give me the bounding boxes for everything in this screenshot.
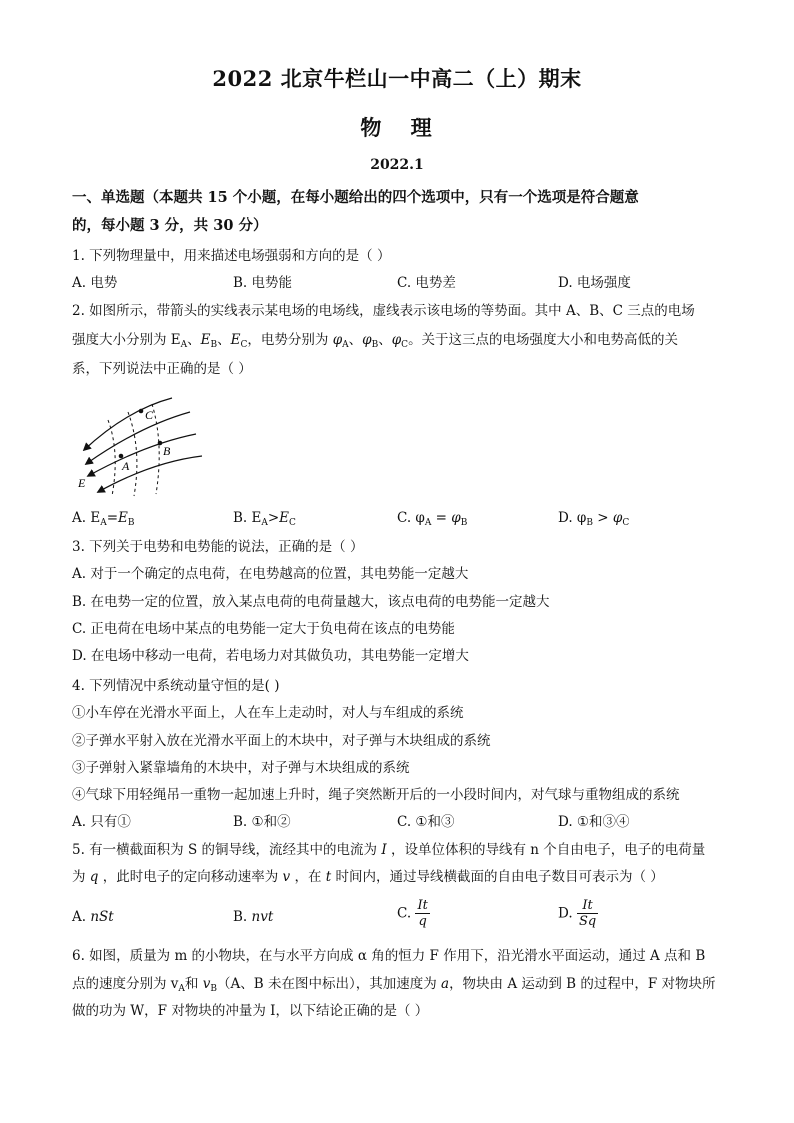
exam-date: 2022.1	[370, 157, 424, 173]
question-6-line2: 点的速度分别为 $v_A$和 $v_B(A$、B 未在图中标出），其加速度为 a，物块由 A 运动到 B 的过程中，F 对物块所	[72, 976, 716, 994]
q4-option-d: D. ①和③④	[558, 814, 630, 830]
fraction-it-over-q: $\frac{It}{q}$	[417, 898, 428, 929]
question-2-line1: 2. 如图所示，带箭头的实线表示某电场的电场线，虚线表示该电场的等势面。其中 A、B、C 三点的电场	[72, 303, 695, 319]
question-6-line1: 6. 如图，质量为 m 的小物块，在与水平方向成 α 角的恒力 F 作用下，沿光滑水平面运动，通过 A 点和 B	[72, 948, 706, 964]
q4-item-4: ④气球下用轻绳吊一重物一起加速上升时，绳子突然断开后的一小段时间内，对气球与重物组成的系统	[72, 787, 680, 803]
section-heading-line2: 的，每小题 3 分，共 30 分）	[72, 217, 268, 234]
q2-option-c: C. $\varphi_A = \varphi_B$	[397, 510, 468, 528]
label-a: A	[122, 459, 130, 473]
label-c: C	[145, 408, 154, 422]
point-c	[139, 409, 144, 414]
q4-item-2: ②子弹水平射入放在光滑水平面上的木块中，对子弹与木块组成的系统	[72, 733, 491, 749]
q2-option-d: D. $\varphi_B > \varphi_C$	[558, 510, 630, 528]
fraction-it-over-sq: $\frac{It}{Sq}$	[578, 898, 597, 929]
q1-option-c: C. 电势差	[397, 275, 456, 291]
q3-option-b: B. 在电势一定的位置，放入某点电荷的电荷量越大，该点电荷的电势能一定越大	[72, 594, 550, 610]
q1-option-a: A. 电势	[72, 275, 118, 291]
q4-option-a: A. 只有①	[72, 814, 131, 830]
section-heading-line1: 一、单选题（本题共 15 个小题，在每小题给出的四个选项中，只有一个选项是符合题意	[72, 189, 639, 206]
question-4-stem: 4. 下列情况中系统动量守恒的是( )	[72, 678, 280, 694]
question-1-stem: 1. 下列物理量中，用来描述电场强弱和方向的是（ ）	[72, 248, 391, 264]
q2-option-a: A. $E_A=E_B$	[72, 510, 135, 528]
q4-item-3: ③子弹射入紧靠墙角的木块中，对子弹与木块组成的系统	[72, 760, 410, 776]
electric-field-figure	[72, 392, 212, 498]
q3-option-d: D. 在电场中移动一电荷，若电场力对其做负功，其电势能一定增大	[72, 648, 469, 664]
label-e: E	[78, 476, 86, 490]
q2-option-b: B. $E_A>E_C$	[233, 510, 296, 528]
question-5-line2: 为 q ，此时电子的定向移动速率为 v ，在 t 时间内，通过导线横截面的自由电子数目可表示为（ ）	[72, 869, 664, 885]
q1-option-d: D. 电场强度	[558, 275, 631, 291]
field-line-3	[88, 434, 196, 476]
q5-option-d: D. $\frac{It}{Sq}$	[558, 898, 597, 929]
equipotential-3	[152, 404, 159, 494]
q3-option-c: C. 正电荷在电场中某点的电势能一定大于负电荷在该点的电势能	[72, 621, 455, 637]
label-b: B	[163, 444, 171, 458]
point-b	[158, 441, 163, 446]
q5-option-a: A. nSt	[72, 909, 114, 925]
q5-option-c: C. $\frac{It}{q}$	[397, 898, 428, 929]
question-5-line1: 5. 有一横截面积为 S 的铜导线，流经其中的电流为 I ，设单位体积的导线有 n 个自由电子，电子的电荷量	[72, 842, 706, 858]
q1-option-b: B. 电势能	[233, 275, 293, 291]
exam-title: 2022 北京牛栏山一中高二（上）期末	[212, 66, 582, 91]
subject-title: 物 理	[360, 115, 434, 140]
question-2-line3: 系，下列说法中正确的是（ ）	[72, 361, 252, 377]
question-2-line2: 强度大小分别为 $E_A$、$E_B$、$E_C$，电势分别为 $\varphi_A$、$\varphi_B$、$\varphi_C$。关于这三点的电场强度大小和电势高低的关	[72, 332, 679, 350]
question-6-line3: 做的功为 W，F 对物块的冲量为 I，以下结论正确的是（ ）	[72, 1003, 429, 1019]
q4-option-b: B. ①和②	[233, 814, 291, 830]
question-3-stem: 3. 下列关于电势和电势能的说法，正确的是（ ）	[72, 539, 364, 555]
q4-item-1: ①小车停在光滑水平面上，人在车上走动时，对人与车组成的系统	[72, 705, 464, 721]
field-line-2	[86, 412, 190, 464]
point-a	[119, 454, 124, 459]
q3-option-a: A. 对于一个确定的点电荷，在电势越高的位置，其电势能一定越大	[72, 566, 469, 582]
q5-option-b: B. nvt	[233, 909, 274, 925]
q4-option-c: C. ①和③	[397, 814, 455, 830]
